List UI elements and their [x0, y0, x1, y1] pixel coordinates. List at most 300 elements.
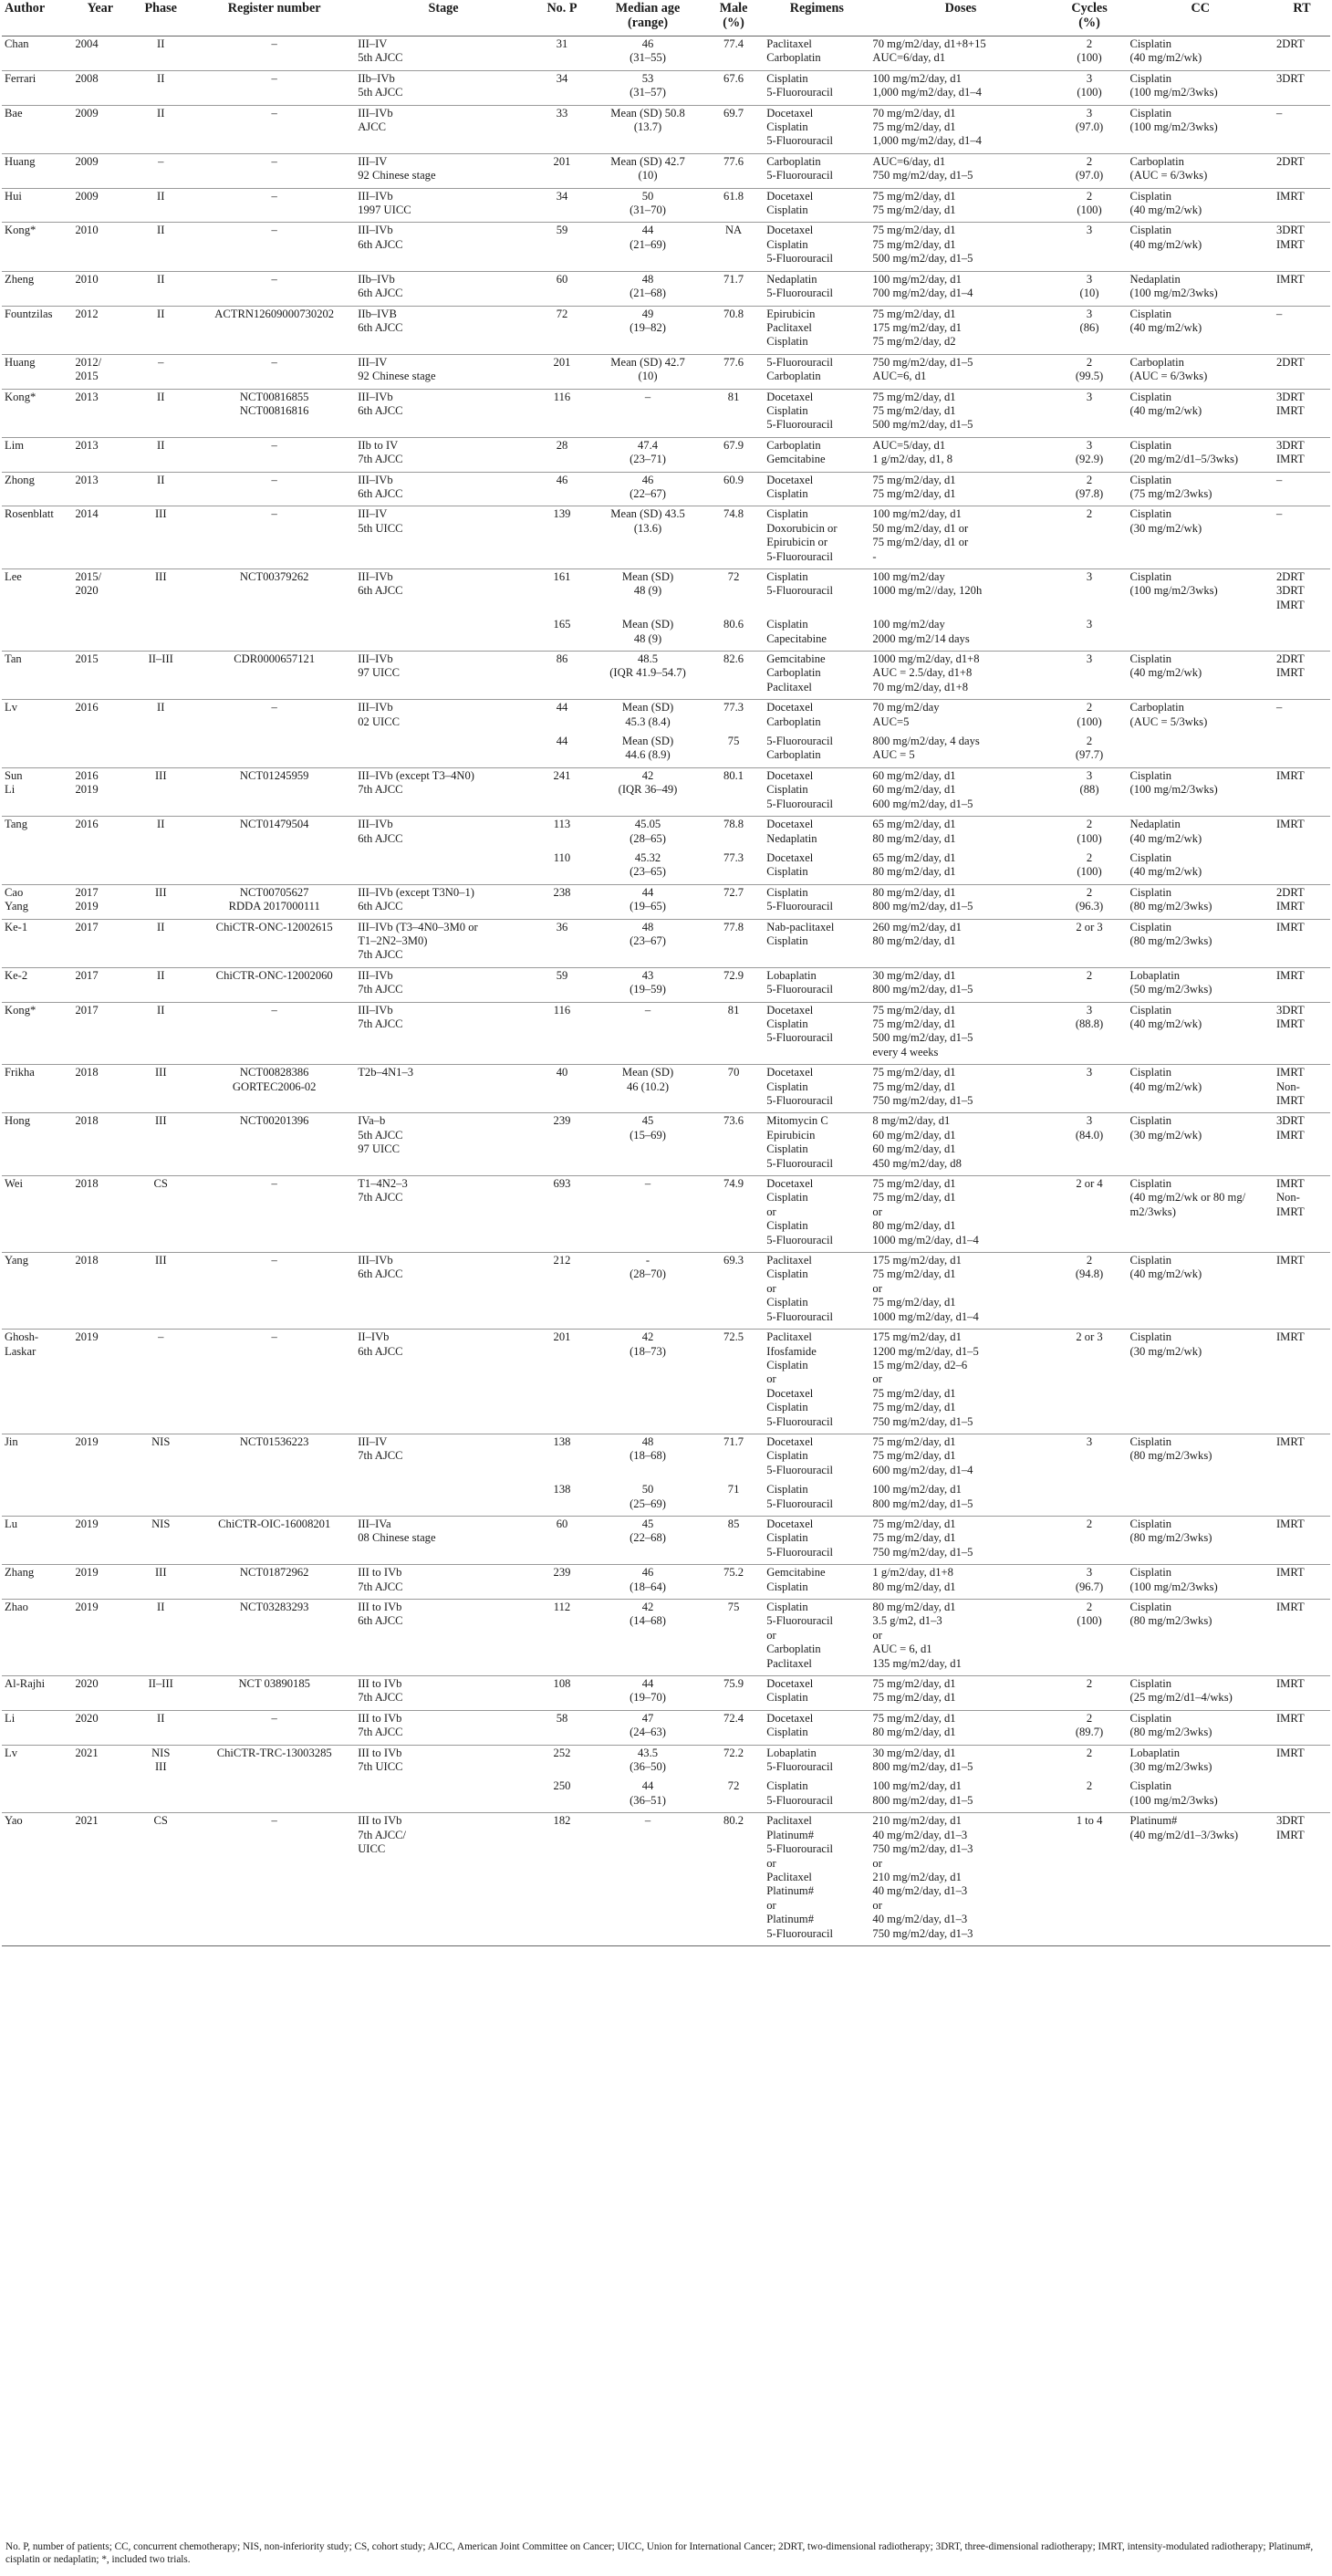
cell-age: Mean (SD) 42.7 (10)	[592, 354, 703, 389]
cell-cc: Cisplatin (40 mg/m2/wk)	[1128, 1002, 1274, 1065]
cell-author: Jin	[2, 1434, 72, 1482]
cell-male: 60.9	[703, 472, 764, 506]
cell-cycles: 2 (99.5)	[1052, 354, 1128, 389]
cell-cycles: 2 (97.8)	[1052, 472, 1128, 506]
cell-male: 77.8	[703, 919, 764, 967]
cell-cc: Cisplatin (100 mg/m2/3wks)	[1128, 1565, 1274, 1600]
cell-patients: 239	[532, 1113, 592, 1176]
cell-doses: 100 mg/m2/day, d1 50 mg/m2/day, d1 or 75 mg/m2/day, d1 or -	[869, 506, 1051, 569]
cell-cc: Cisplatin (80 mg/m2/3wks)	[1128, 1434, 1274, 1482]
cell-phase	[128, 1778, 193, 1812]
cell-doses: 75 mg/m2/day, d1 175 mg/m2/day, d1 75 mg/m2/day, d2	[869, 306, 1051, 354]
cell-age: Mean (SD) 43.5 (13.6)	[592, 506, 703, 569]
cell-doses: 800 mg/m2/day, 4 days AUC = 5	[872, 735, 980, 762]
table-header	[2, 0, 1330, 37]
cell-patients: 58	[532, 1710, 592, 1745]
cell-author	[2, 734, 72, 767]
cell-stage: IIb–IVb 6th AJCC	[355, 271, 532, 306]
cell-male: 72.4	[703, 1710, 764, 1745]
cell-year: 2010	[72, 223, 128, 271]
cell-cycles: 3 (86)	[1052, 306, 1128, 354]
cell-cycles: 3	[1052, 223, 1128, 271]
table-row	[2, 1253, 1330, 1330]
cell-phase	[128, 850, 193, 884]
cell-cc: Cisplatin (100 mg/m2/3wks)	[1128, 767, 1274, 816]
cell-register: –	[193, 472, 355, 506]
cell-year: 2013	[72, 437, 128, 472]
cell-phase: –	[128, 153, 193, 188]
cell-phase: II	[128, 223, 193, 271]
cell-patients: 201	[532, 153, 592, 188]
cell-male: 75.9	[703, 1676, 764, 1711]
table-row	[2, 105, 1330, 153]
cell-register: –	[193, 37, 355, 71]
header-regimens: Regimens	[764, 0, 869, 37]
cell-cycles: 2 (100)	[1052, 1600, 1128, 1676]
cell-male: 77.3	[723, 850, 744, 864]
cell-cc: Cisplatin (100 mg/m2/3wks)	[1129, 1779, 1218, 1807]
cell-doses: 60 mg/m2/day, d1 60 mg/m2/day, d1 600 mg/m2/day, d1–5	[869, 767, 1051, 816]
table-row	[2, 389, 1330, 437]
cell-doses: 75 mg/m2/day, d1 80 mg/m2/day, d1	[869, 1710, 1051, 1745]
cell-male: 80.1	[703, 767, 764, 816]
cell-cycles: 3 (100)	[1052, 70, 1128, 105]
cell-author: Sun Li	[2, 767, 72, 816]
cell-rt: IMRT	[1274, 1745, 1330, 1778]
cell-patients: 110	[553, 850, 571, 864]
cell-cycles: 3 (92.9)	[1052, 437, 1128, 472]
cell-regimens: Paclitaxel Carboplatin	[764, 37, 869, 71]
cell-age: 45.32 (23–65)	[630, 850, 666, 879]
cell-author: Rosenblatt	[2, 506, 72, 569]
table-row	[2, 817, 1330, 850]
cell-phase: II	[128, 70, 193, 105]
cell-patients: 112	[532, 1600, 592, 1676]
cell-regimens: Docetaxel Cisplatin 5-Fluorouracil	[764, 1002, 869, 1065]
cell-register	[193, 1482, 355, 1516]
cell-author: Huang	[2, 153, 72, 188]
cell-male: 72.2	[703, 1745, 764, 1778]
cell-phase: II	[128, 37, 193, 71]
cell-stage: III–IV 7th AJCC	[355, 1434, 532, 1482]
cell-patients: 252	[532, 1745, 592, 1778]
cell-male: 81	[703, 389, 764, 437]
cell-register: –	[193, 70, 355, 105]
cell-regimens: 5-Fluorouracil Carboplatin	[766, 735, 833, 762]
table-row	[2, 354, 1330, 389]
table-row	[2, 1710, 1330, 1745]
cell-doses: 75 mg/m2/day, d1 75 mg/m2/day, d1	[869, 1676, 1051, 1711]
trials-table	[2, 0, 1330, 1946]
cell-cc	[1128, 617, 1274, 651]
cell-cycles: 2 or 4	[1052, 1176, 1128, 1253]
cell-male: 77.6	[703, 354, 764, 389]
cell-phase: CS	[128, 1176, 193, 1253]
cell-age: Mean (SD) 45.3 (8.4)	[592, 700, 703, 734]
cell-doses: 75 mg/m2/day, d1 75 mg/m2/day, d1 600 mg/m2/day, d1–4	[869, 1434, 1051, 1482]
cell-doses: 175 mg/m2/day, d1 1200 mg/m2/day, d1–5 15 mg/m2/day, d2–6 or 75 mg/m2/day, d1 75 mg/m2/day, d1 750 mg/m2/day, d1–5	[869, 1330, 1051, 1434]
cell-author: Huang	[2, 354, 72, 389]
cell-age: 44 (19–70)	[592, 1676, 703, 1711]
cell-rt: 2DRT IMRT	[1274, 884, 1330, 919]
cell-cc: Cisplatin (30 mg/m2/wk)	[1128, 1113, 1274, 1176]
cell-regimens: Docetaxel Cisplatin 5-Fluorouracil	[764, 1065, 869, 1113]
cell-cc: Cisplatin (80 mg/m2/3wks)	[1128, 884, 1274, 919]
cell-age: Mean (SD) 48 (9)	[592, 569, 703, 618]
cell-register: ChiCTR-OIC-16008201	[193, 1516, 355, 1564]
cell-register: –	[193, 1710, 355, 1745]
cell-year	[72, 734, 128, 767]
cell-patients: 138	[532, 1434, 592, 1482]
cell-cc: Carboplatin (AUC = 5/3wks)	[1128, 700, 1274, 734]
cell-author: Yao	[2, 1813, 72, 1946]
cell-doses: 100 mg/m2/day, d1 1,000 mg/m2/day, d1–4	[869, 70, 1051, 105]
cell-doses: 70 mg/m2/day, d1+8+15 AUC=6/day, d1	[869, 37, 1051, 71]
cell-doses: 100 mg/m2/day, d1 700 mg/m2/day, d1–4	[869, 271, 1051, 306]
cell-author	[2, 617, 72, 651]
table-row	[2, 506, 1330, 569]
cell-cycles: 2 (96.3)	[1052, 884, 1128, 919]
table-row	[2, 1113, 1330, 1176]
cell-stage: III–IVb 6th AJCC	[355, 223, 532, 271]
cell-stage: III–IVb 6th AJCC	[355, 389, 532, 437]
cell-cc: Carboplatin (AUC = 6/3wks)	[1128, 153, 1274, 188]
cell-register: NCT00379262	[193, 569, 355, 618]
cell-year: 2020	[72, 1676, 128, 1711]
cell-male: 77.6	[703, 153, 764, 188]
cell-year: 2010	[72, 271, 128, 306]
cell-patients: 59	[532, 223, 592, 271]
cell-author: Lv	[2, 700, 72, 734]
cell-author: Zhao	[2, 1600, 72, 1676]
cell-age: Mean (SD) 46 (10.2)	[592, 1065, 703, 1113]
cell-male: 75	[727, 735, 740, 748]
cell-patients: 165	[553, 618, 571, 631]
cell-phase: III	[128, 569, 193, 618]
cell-regimens: 5-Fluorouracil Carboplatin	[764, 354, 869, 389]
cell-year: 2013	[72, 389, 128, 437]
cell-author: Kong*	[2, 389, 72, 437]
cell-rt	[1274, 734, 1330, 767]
cell-doses: 75 mg/m2/day, d1 75 mg/m2/day, d1	[869, 188, 1051, 223]
cell-author: Chan	[2, 37, 72, 71]
cell-doses: 30 mg/m2/day, d1 800 mg/m2/day, d1–5	[869, 1745, 1051, 1778]
cell-phase: II	[128, 105, 193, 153]
cell-doses: 8 mg/m2/day, d1 60 mg/m2/day, d1 60 mg/m2/day, d1 450 mg/m2/day, d8	[869, 1113, 1051, 1176]
cell-age: 46 (18–64)	[592, 1565, 703, 1600]
cell-doses: 65 mg/m2/day, d1 80 mg/m2/day, d1	[872, 850, 956, 879]
cell-year: 2019	[72, 1434, 128, 1482]
cell-cycles: 1 to 4	[1052, 1813, 1128, 1946]
cell-cycles: 3	[1086, 618, 1093, 631]
table-row	[2, 569, 1330, 618]
header-male: Male (%)	[703, 0, 764, 37]
cell-register: NCT01536223	[193, 1434, 355, 1482]
table-row	[2, 652, 1330, 700]
cell-phase: III	[128, 884, 193, 919]
cell-cc: Nedaplatin (100 mg/m2/3wks)	[1128, 271, 1274, 306]
table-row	[2, 1600, 1330, 1676]
cell-doses: 260 mg/m2/day, d1 80 mg/m2/day, d1	[869, 919, 1051, 967]
cell-male: 71.7	[703, 1434, 764, 1482]
cell-male: 72	[727, 1779, 740, 1793]
cell-phase: II	[128, 1002, 193, 1065]
cell-rt	[1274, 1482, 1330, 1516]
cell-regimens: Docetaxel Cisplatin 5-Fluorouracil	[764, 389, 869, 437]
cell-year: 2009	[72, 105, 128, 153]
cell-register: ACTRN12609000730202	[193, 306, 355, 354]
cell-rt	[1274, 850, 1330, 884]
cell-regimens: Docetaxel Cisplatin 5-Fluorouracil	[764, 223, 869, 271]
cell-cc: Cisplatin (80 mg/m2/3wks)	[1128, 1710, 1274, 1745]
cell-male: 72	[703, 569, 764, 618]
cell-year: 2012/ 2015	[72, 354, 128, 389]
cell-cc: Carboplatin (AUC = 6/3wks)	[1128, 354, 1274, 389]
cell-year	[72, 1778, 128, 1812]
cell-rt: 3DRT	[1274, 70, 1330, 105]
cell-phase: III	[128, 767, 193, 816]
cell-regimens: Docetaxel Cisplatin	[764, 1676, 869, 1711]
cell-male: 72.5	[703, 1330, 764, 1434]
cell-rt	[1274, 617, 1330, 651]
cell-rt: 3DRT IMRT	[1274, 1113, 1330, 1176]
cell-cycles: 2 or 3	[1052, 1330, 1128, 1434]
cell-age: 48 (23–67)	[592, 919, 703, 967]
cell-cc: Cisplatin (40 mg/m2/wk)	[1128, 37, 1274, 71]
cell-patients: 182	[532, 1813, 592, 1946]
cell-rt: 3DRT IMRT	[1274, 1813, 1330, 1946]
cell-year: 2017 2019	[72, 884, 128, 919]
cell-patients: 31	[532, 37, 592, 71]
cell-phase: NIS	[128, 1516, 193, 1564]
cell-phase: II–III	[128, 652, 193, 700]
cell-cc: Nedaplatin (40 mg/m2/wk)	[1128, 817, 1274, 850]
cell-year: 2012	[72, 306, 128, 354]
cell-phase: II	[128, 700, 193, 734]
cell-cycles: 3 (88)	[1052, 767, 1128, 816]
cell-patients: 693	[532, 1176, 592, 1253]
table-row	[2, 884, 1330, 919]
cell-register: –	[193, 700, 355, 734]
cell-cc: Cisplatin (30 mg/m2/wk)	[1128, 1330, 1274, 1434]
cell-register: –	[193, 1002, 355, 1065]
cell-doses: 70 mg/m2/day AUC=5	[869, 700, 1051, 734]
cell-register: –	[193, 105, 355, 153]
cell-rt: IMRT	[1274, 1434, 1330, 1482]
cell-male: 67.6	[703, 70, 764, 105]
cell-cycles: 2 or 3	[1052, 919, 1128, 967]
cell-age: –	[592, 389, 703, 437]
cell-author: Ke-1	[2, 919, 72, 967]
table-row	[2, 271, 1330, 306]
cell-stage	[355, 617, 532, 651]
cell-patients: 139	[532, 506, 592, 569]
cell-phase: II	[128, 389, 193, 437]
cell-year: 2018	[72, 1065, 128, 1113]
cell-rt: IMRT	[1274, 1565, 1330, 1600]
cell-regimens: Carboplatin Gemcitabine	[764, 437, 869, 472]
cell-stage: III–IVb (except T3–4N0) 7th AJCC	[355, 767, 532, 816]
cell-register: –	[193, 153, 355, 188]
cell-age: Mean (SD) 44.6 (8.9)	[621, 735, 674, 762]
cell-rt: IMRT Non- IMRT	[1274, 1176, 1330, 1253]
cell-patients: 40	[532, 1065, 592, 1113]
header-cycles: Cycles (%)	[1052, 0, 1128, 37]
cell-male: 85	[703, 1516, 764, 1564]
cell-regimens: Paclitaxel Cisplatin or Cisplatin 5-Fluorouracil	[764, 1253, 869, 1330]
cell-male: 81	[703, 1002, 764, 1065]
cell-male: 61.8	[703, 188, 764, 223]
cell-male: 75	[703, 1600, 764, 1676]
table-row	[2, 1565, 1330, 1600]
cell-author: Cao Yang	[2, 884, 72, 919]
cell-patients: 44	[556, 735, 568, 748]
cell-cycles: 2 (100)	[1052, 817, 1128, 850]
cell-regimens: Nab-paclitaxel Cisplatin	[764, 919, 869, 967]
cell-author: Zheng	[2, 271, 72, 306]
cell-register: NCT01245959	[193, 767, 355, 816]
cell-register: –	[193, 1176, 355, 1253]
cell-doses: 75 mg/m2/day, d1 75 mg/m2/day, d1 500 mg/m2/day, d1–5 every 4 weeks	[869, 1002, 1051, 1065]
table-row	[2, 617, 1330, 651]
cell-doses: 1000 mg/m2/day, d1+8 AUC = 2.5/day, d1+8 70 mg/m2/day, d1+8	[869, 652, 1051, 700]
table-row	[2, 700, 1330, 734]
cell-year: 2014	[72, 506, 128, 569]
cell-stage: III–IVb 97 UICC	[355, 652, 532, 700]
cell-patients: 138	[553, 1483, 571, 1497]
cell-cycles: 3	[1052, 1065, 1128, 1113]
header-rt: RT	[1274, 0, 1330, 37]
cell-stage: III–IVb 7th AJCC	[355, 967, 532, 1002]
header-stage: Stage	[355, 0, 532, 37]
cell-cycles: 3 (88.8)	[1052, 1002, 1128, 1065]
cell-register: NCT 03890185	[193, 1676, 355, 1711]
cell-register: NCT00828386 GORTEC2006-02	[193, 1065, 355, 1113]
cell-stage: III–IV 92 Chinese stage	[355, 354, 532, 389]
cell-rt: –	[1274, 472, 1330, 506]
table-row	[2, 188, 1330, 223]
cell-cycles: 2 (97.7)	[1075, 735, 1104, 762]
header-phase: Phase	[128, 0, 193, 37]
cell-phase: II	[128, 1710, 193, 1745]
cell-rt: –	[1274, 506, 1330, 569]
cell-doses: 75 mg/m2/day, d1 75 mg/m2/day, d1 or 80 mg/m2/day, d1 1000 mg/m2/day, d1–4	[869, 1176, 1051, 1253]
cell-year	[72, 1482, 128, 1516]
cell-male: 74.8	[703, 506, 764, 569]
cell-male: 82.6	[703, 652, 764, 700]
cell-patients: 212	[532, 1253, 592, 1330]
table-row	[2, 919, 1330, 967]
cell-age: Mean (SD) 42.7 (10)	[592, 153, 703, 188]
cell-regimens: Docetaxel Cisplatin	[766, 850, 814, 879]
cell-cycles: 3 (10)	[1052, 271, 1128, 306]
cell-cycles: 3	[1052, 1434, 1128, 1482]
cell-rt: 2DRT	[1274, 37, 1330, 71]
cell-regimens: Docetaxel Cisplatin 5-Fluorouracil	[764, 1434, 869, 1482]
cell-rt: IMRT	[1274, 817, 1330, 850]
cell-register	[193, 734, 355, 767]
cell-male: 80.2	[703, 1813, 764, 1946]
header-author: Author	[2, 0, 72, 37]
cell-year: 2009	[72, 153, 128, 188]
table-row	[2, 472, 1330, 506]
cell-stage: III to IVb 7th AJCC	[355, 1565, 532, 1600]
cell-year: 2009	[72, 188, 128, 223]
cell-age: 46 (22–67)	[592, 472, 703, 506]
cell-cc: Cisplatin (40 mg/m2/wk)	[1128, 652, 1274, 700]
cell-year: 2017	[72, 1002, 128, 1065]
cell-stage: III–IVb (except T3N0–1) 6th AJCC	[355, 884, 532, 919]
cell-author	[2, 1482, 72, 1516]
cell-phase: II	[128, 1600, 193, 1676]
cell-regimens: Cisplatin Doxorubicin or Epirubicin or 5-Fluorouracil	[764, 506, 869, 569]
cell-male: NA	[703, 223, 764, 271]
cell-cc: Cisplatin (80 mg/m2/3wks)	[1128, 1600, 1274, 1676]
cell-register: NCT01872962	[193, 1565, 355, 1600]
cell-doses: 100 mg/m2/day, d1 800 mg/m2/day, d1–5	[872, 1483, 973, 1510]
cell-author: Hong	[2, 1113, 72, 1176]
cell-year: 2020	[72, 1710, 128, 1745]
table-row	[2, 850, 1330, 884]
cell-cc: Cisplatin (100 mg/m2/3wks)	[1128, 569, 1274, 618]
table-row	[2, 767, 1330, 816]
cell-author: Zhong	[2, 472, 72, 506]
cell-regimens: Gemcitabine Carboplatin Paclitaxel	[764, 652, 869, 700]
cell-stage: IIb–IVB 6th AJCC	[355, 306, 532, 354]
cell-doses: 100 mg/m2/day, d1 800 mg/m2/day, d1–5	[872, 1779, 973, 1807]
cell-cc: Cisplatin (80 mg/m2/3wks)	[1128, 1516, 1274, 1564]
cell-regimens: Carboplatin 5-Fluorouracil	[764, 153, 869, 188]
cell-register: –	[193, 271, 355, 306]
cell-rt	[1274, 1778, 1330, 1812]
cell-rt: 2DRT	[1274, 153, 1330, 188]
cell-rt: –	[1274, 306, 1330, 354]
cell-cycles: 2	[1052, 1516, 1128, 1564]
cell-cc: Cisplatin (80 mg/m2/3wks)	[1128, 919, 1274, 967]
cell-register: NCT03283293	[193, 1600, 355, 1676]
cell-male: 67.9	[703, 437, 764, 472]
cell-age: 46 (31–55)	[592, 37, 703, 71]
cell-cycles: 3 (96.7)	[1052, 1565, 1128, 1600]
cell-patients: 161	[532, 569, 592, 618]
cell-author: Hui	[2, 188, 72, 223]
cell-age: Mean (SD) 50.8 (13.7)	[592, 105, 703, 153]
cell-regimens: Paclitaxel Ifosfamide Cisplatin or Docetaxel Cisplatin 5-Fluorouracil	[764, 1330, 869, 1434]
header-doses: Doses	[869, 0, 1051, 37]
cell-year: 2017	[72, 967, 128, 1002]
cell-rt: IMRT	[1274, 1330, 1330, 1434]
cell-age: 42 (18–73)	[592, 1330, 703, 1434]
cell-year: 2019	[72, 1565, 128, 1600]
cell-regimens: Docetaxel Cisplatin	[764, 472, 869, 506]
cell-year: 2018	[72, 1253, 128, 1330]
cell-stage: III–IV 5th UICC	[355, 506, 532, 569]
cell-stage	[355, 1778, 532, 1812]
cell-male: 75.2	[703, 1565, 764, 1600]
cell-regimens: Cisplatin 5-Fluorouracil	[764, 884, 869, 919]
cell-regimens: Cisplatin 5-Fluorouracil	[766, 1779, 833, 1807]
cell-age: 45 (22–68)	[592, 1516, 703, 1564]
cell-year: 2015/ 2020	[72, 569, 128, 618]
table-row	[2, 734, 1330, 767]
cell-cycles: 3	[1052, 569, 1128, 618]
cell-year: 2019	[72, 1330, 128, 1434]
cell-regimens: Epirubicin Paclitaxel Cisplatin	[764, 306, 869, 354]
cell-regimens: Mitomycin C Epirubicin Cisplatin 5-Fluorouracil	[764, 1113, 869, 1176]
cell-phase: II	[128, 437, 193, 472]
cell-register: –	[193, 354, 355, 389]
cell-cc: Cisplatin (30 mg/m2/wk)	[1128, 506, 1274, 569]
